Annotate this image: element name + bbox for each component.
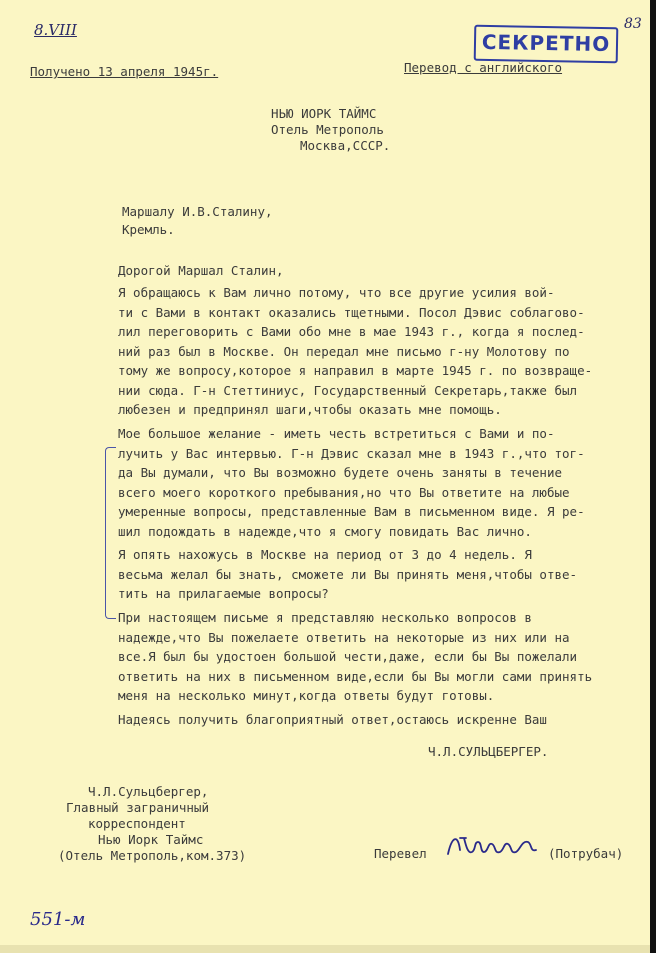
- body-line: Я опять нахожусь в Москве на период от 3 до 4 недель. Я: [118, 547, 532, 562]
- sender-line: корреспондент: [88, 816, 186, 831]
- body-line: лучить у Вас интервью. Г-н Дэвис сказал мне в 1943 г.,что тог-: [118, 445, 585, 461]
- body-line: меня на несколько минут,когда ответы будут готовы.: [118, 688, 495, 703]
- letterhead-line-2: Отель Метрополь: [271, 122, 384, 137]
- body-line: нии сюда. Г-н Стеттиниус, Государственный Секретарь,также был: [118, 382, 578, 398]
- margin-bracket-mark: [105, 447, 116, 619]
- page-bottom-edge: [0, 945, 656, 953]
- translator-label: Перевел: [374, 846, 427, 861]
- translator-signature-icon: [444, 828, 544, 864]
- body-line: тому же вопросу,которое я направил в марте 1945 г. по возвраще-: [118, 363, 593, 378]
- body-line: лил переговорить с Вами обо мне в мае 1943 г., когда я послед-: [118, 324, 585, 339]
- sender-line: Главный заграничный: [66, 800, 209, 815]
- body-line: весьма желал бы знать, сможете ли Вы принять меня,чтобы отве-: [118, 566, 578, 582]
- addressee-line-2: Кремль.: [122, 222, 175, 237]
- secret-stamp: СЕКРЕТНО: [474, 25, 619, 64]
- letterhead-line-1: НЬЮ ИОРК ТАЙМС: [271, 106, 377, 121]
- body-line: Я обращаюсь к Вам лично потому, что все другие усилия вой-: [118, 285, 555, 300]
- body-line: надежде,что Вы пожелаете ответить на некоторые из них или на: [118, 629, 570, 645]
- typed-signature: Ч.Л.СУЛЬЦБЕРГЕР.: [428, 744, 549, 759]
- body-line: любезен и предпринял шаги,чтобы оказать мне помощь.: [118, 402, 502, 417]
- body-line: Мое большое желание - иметь честь встретиться с Вами и по-: [118, 426, 555, 441]
- sender-line: Ч.Л.Сульцбергер,: [88, 784, 209, 799]
- handwritten-page-number: 83: [624, 16, 642, 32]
- body-line: При настоящем письме я представляю несколько вопросов в: [118, 610, 532, 625]
- body-line: умеренные вопросы, представленные Вам в письменном виде. Я ре-: [118, 504, 585, 519]
- body-line: ний раз был в Москве. Он передал мне письмо г-ну Молотову по: [118, 343, 570, 359]
- body-line: ти с Вами в контакт оказались тщетными. Посол Дэвис соблагово-: [118, 304, 585, 320]
- body-line: всего моего короткого пребывания,но что Вы ответите на любые: [118, 484, 570, 500]
- body-line: да Вы думали, что Вы возможно будете очень заняты в течение: [118, 465, 563, 480]
- body-line: ответить на них в письменном виде,если бы Вы могли сами принять: [118, 668, 593, 684]
- body-line: все.Я был бы удостоен большой чести,даже, если бы Вы пожелали: [118, 649, 578, 664]
- received-date: Получено 13 апреля 1945г.: [30, 64, 219, 79]
- translator-name: (Потрубач): [548, 846, 624, 861]
- handwritten-archive-mark: 551-м: [30, 909, 86, 930]
- handwritten-date: 8.VIII: [34, 21, 77, 39]
- scan-edge: [650, 0, 656, 953]
- addressee-line-1: Маршалу И.В.Сталину,: [122, 204, 273, 219]
- salutation: Дорогой Маршал Сталин,: [118, 263, 284, 278]
- sender-line: Нью Иорк Таймс: [98, 832, 204, 847]
- translation-note: Перевод с английского: [404, 60, 563, 75]
- body-line: Надеясь получить благоприятный ответ,остаюсь искренне Ваш: [118, 712, 547, 727]
- letterhead-line-3: Москва,СССР.: [300, 138, 391, 153]
- body-line: тить на прилагаемые вопросы?: [118, 586, 329, 601]
- sender-line: (Отель Метрополь,ком.373): [58, 848, 247, 863]
- body-line: шил подождать в надежде,что я смогу повидать Вас лично.: [118, 523, 532, 539]
